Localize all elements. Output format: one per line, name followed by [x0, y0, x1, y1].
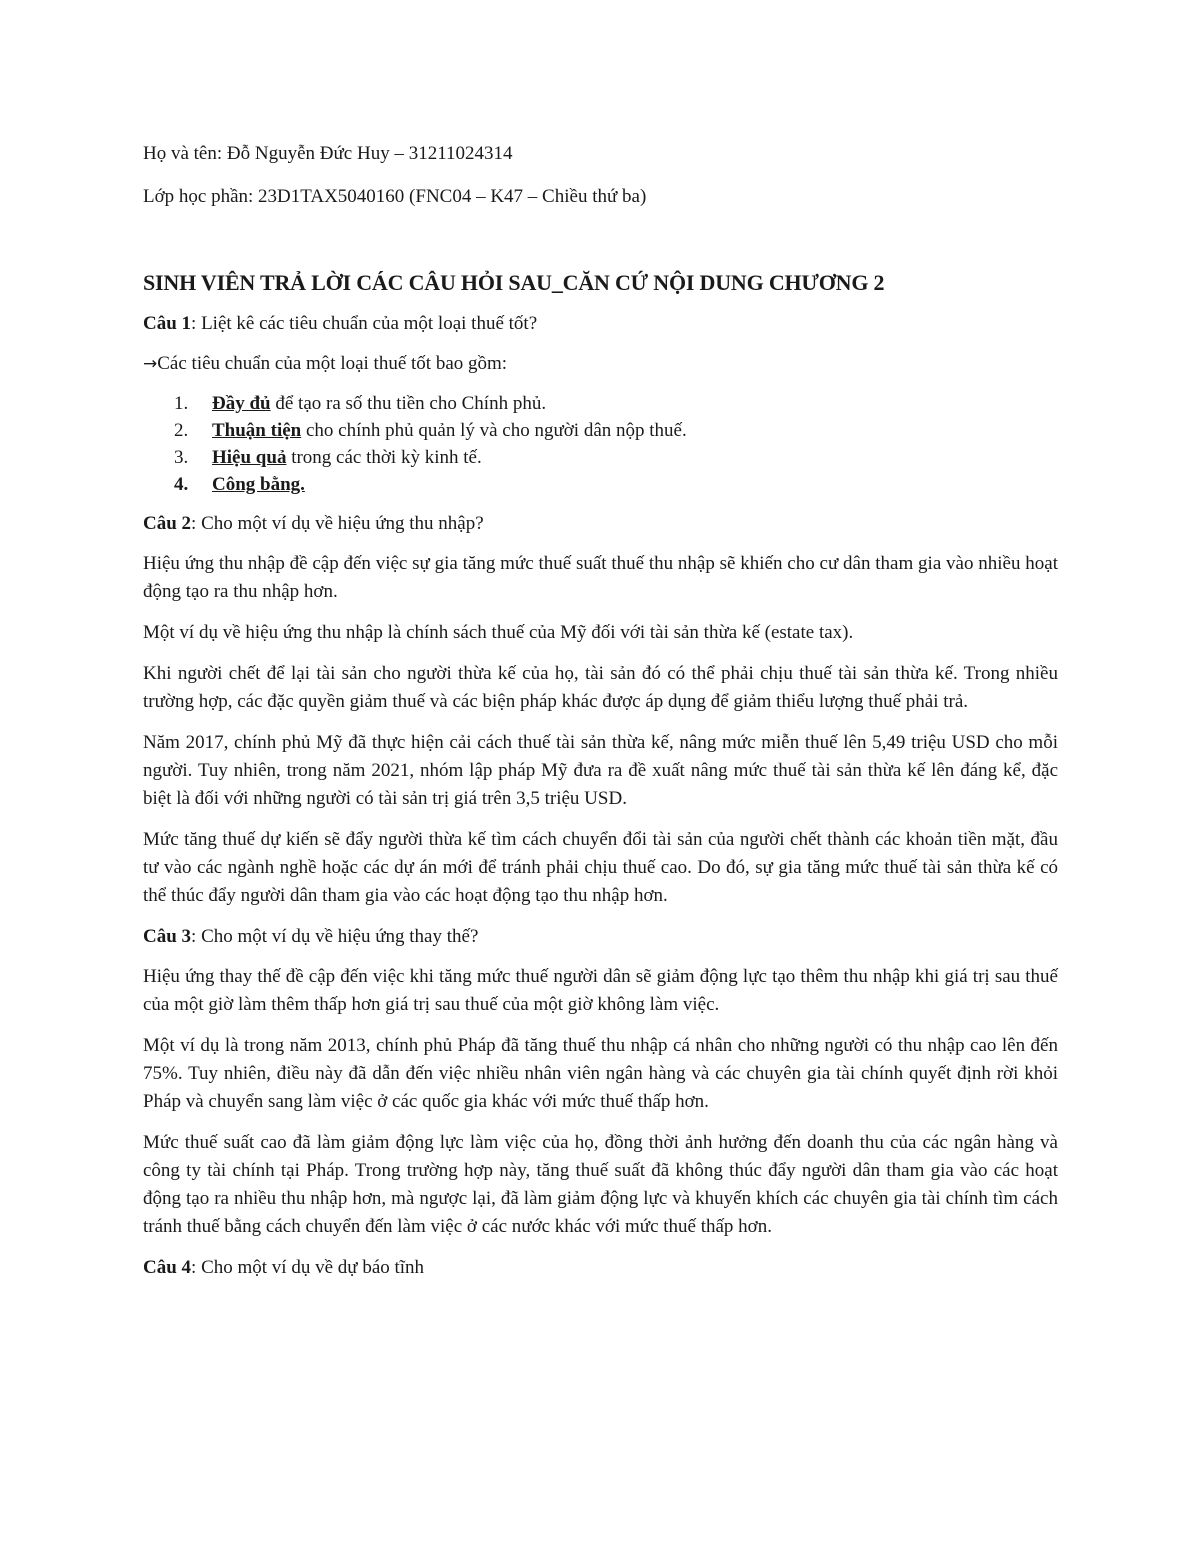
- answer-1-intro-text: Các tiêu chuẩn của một loại thuế tốt bao gồm:: [157, 353, 508, 374]
- answer-3-paragraph: Mức thuế suất cao đã làm giảm động lực làm việc của họ, đồng thời ảnh hưởng đến doanh thu của các ngân hàng và công ty tài chính tại Pháp. Trong trường hợp này, tăng thuế suất đã không thúc đẩy người dân tham gia vào các hoạt động tạo ra nhiều thu nhập hơn, mà ngược lại, đã làm giảm động lực và khuyến khích các chuyên gia tài chính tìm cách tránh thuế bằng cách chuyển đến làm việc ở các nước khác với mức thuế thấp hơn.: [143, 1132, 1058, 1237]
- criteria-term: Đầy đủ: [212, 393, 271, 414]
- question-3: [143, 923, 1058, 951]
- class-line: Lớp học phần: 23D1TAX5040160 (FNC04 – K47 – Chiều thứ ba): [143, 186, 647, 207]
- document-page: [143, 140, 1058, 1294]
- answer-3-paragraph: Một ví dụ là trong năm 2013, chính phủ Pháp đã tăng thuế thu nhập cá nhân cho những người có thu nhập cao lên đến 75%. Tuy nhiên, điều này đã dẫn đến việc nhiều nhân viên ngân hàng và các chuyên gia tài chính quyết định rời khỏi Pháp và chuyển sang làm việc ở các quốc gia khác với mức thuế thấp hơn.: [143, 1035, 1058, 1112]
- criteria-list: [143, 390, 1058, 498]
- question-2-label: Câu 2: [143, 513, 192, 534]
- criteria-item: [143, 417, 1058, 444]
- question-3-text: : Cho một ví dụ về hiệu ứng thay thế?: [191, 926, 479, 947]
- question-3-label: Câu 3: [143, 926, 192, 947]
- question-2: [143, 510, 1058, 538]
- list-number: 3.: [174, 447, 189, 468]
- answer-2-paragraph: Mức tăng thuế dự kiến sẽ đẩy người thừa kế tìm cách chuyển đổi tài sản của người chết thành các khoản tiền mặt, đầu tư vào các ngành nghề hoặc các dự án mới để tránh phải chịu thuế cao. Do đó, sự gia tăng mức thuế tài sản thừa kế có thể thúc đẩy người dân tham gia vào các hoạt động tạo thu nhập hơn.: [143, 829, 1058, 906]
- criteria-item: [143, 471, 1058, 498]
- criteria-item: [143, 444, 1058, 471]
- list-number: 2.: [174, 420, 189, 441]
- question-4-text: : Cho một ví dụ về dự báo tĩnh: [191, 1257, 425, 1278]
- answer-3-paragraph: Hiệu ứng thay thế đề cập đến việc khi tăng mức thuế người dân sẽ giảm động lực tạo thêm thu nhập khi giá trị sau thuế của một giờ làm thêm thấp hơn giá trị sau thuế của một giờ không làm việc.: [143, 966, 1058, 1015]
- arrow-right-icon: →: [143, 354, 158, 374]
- criteria-description: để tạo ra số thu tiền cho Chính phủ.: [270, 393, 547, 414]
- criteria-term: Công bằng.: [212, 474, 305, 495]
- criteria-description: cho chính phủ quản lý và cho người dân nộp thuế.: [301, 420, 687, 441]
- question-1-text: : Liệt kê các tiêu chuẩn của một loại thuế tốt?: [191, 313, 538, 334]
- question-4-label: Câu 4: [143, 1257, 192, 1278]
- student-name-line: Họ và tên: Đỗ Nguyễn Đức Huy – 31211024314: [143, 143, 513, 164]
- answer-2-paragraph: Năm 2017, chính phủ Mỹ đã thực hiện cải cách thuế tài sản thừa kế, nâng mức miễn thuế lên 5,49 triệu USD cho mỗi người. Tuy nhiên, trong năm 2021, nhóm lập pháp Mỹ đưa ra đề xuất nâng mức thuế tài sản thừa kế lên đáng kể, đặc biệt là đối với những người có tài sản trị giá trên 3,5 triệu USD.: [143, 732, 1058, 809]
- criteria-item: [143, 390, 1058, 417]
- answer-1-intro: [143, 350, 1058, 378]
- question-1: [143, 310, 1058, 338]
- list-number: 4.: [174, 474, 189, 495]
- answer-2-paragraph: Một ví dụ về hiệu ứng thu nhập là chính sách thuế của Mỹ đối với tài sản thừa kế (estate tax).: [143, 622, 854, 643]
- criteria-term: Hiệu quả: [212, 447, 287, 468]
- question-4: [143, 1254, 1058, 1282]
- answer-2-paragraph: Hiệu ứng thu nhập đề cập đến việc sự gia tăng mức thuế suất thuế thu nhập sẽ khiến cho cư dân tham gia vào nhiều hoạt động tạo ra thu nhập hơn.: [143, 553, 1058, 602]
- answer-2-paragraph: Khi người chết để lại tài sản cho người thừa kế của họ, tài sản đó có thể phải chịu thuế tài sản thừa kế. Trong nhiều trường hợp, các đặc quyền giảm thuế và các biện pháp khác được áp dụng để giảm thiểu lượng thuế phải trả.: [143, 663, 1058, 712]
- page-title: SINH VIÊN TRẢ LỜI CÁC CÂU HỎI SAU_CĂN CỨ NỘI DUNG CHƯƠNG 2: [143, 270, 885, 295]
- criteria-term: Thuận tiện: [212, 420, 302, 441]
- question-2-text: : Cho một ví dụ về hiệu ứng thu nhập?: [191, 513, 484, 534]
- list-number: 1.: [174, 393, 189, 414]
- criteria-description: trong các thời kỳ kinh tế.: [286, 447, 482, 468]
- question-1-label: Câu 1: [143, 313, 192, 334]
